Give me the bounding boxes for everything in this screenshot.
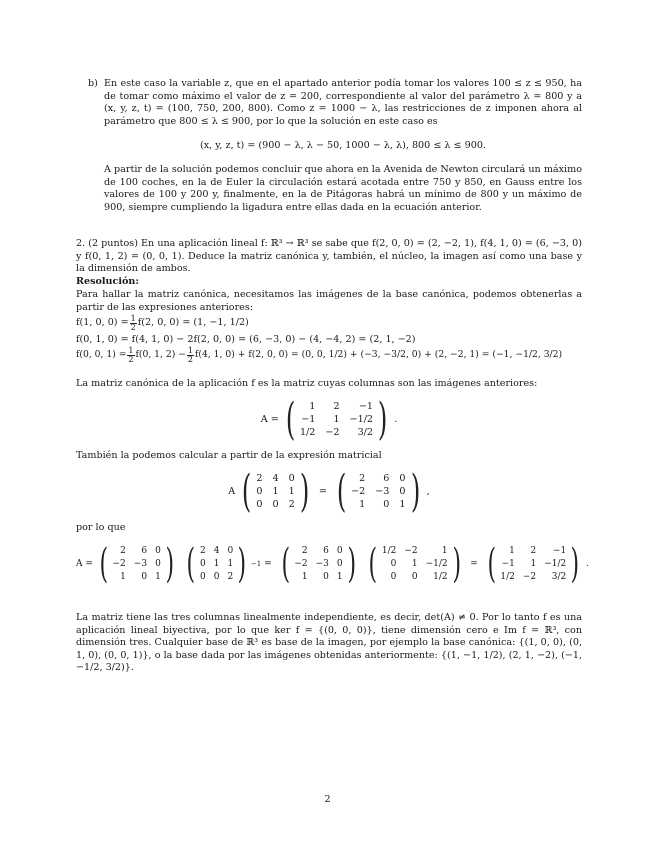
resolution-intro: Para hallar la matriz canónica, necesitamos las imágenes de la base canónica, podemos obtenerlas a partir de las expresiones anteriores: <box>76 289 582 313</box>
matrix-inverse-values: ( 1/2 −2 1 0 1 −1/2 0 0 1/2 ) <box>368 541 461 587</box>
canonical-matrix-text: La matriz canónica de la aplicación f es la matriz cuyas columnas son las imágenes anteriores: <box>76 378 538 389</box>
canonical-matrix-equation: A = ( 1 2 −1 −1 1 −1/2 1/2 −2 3/2 ) . <box>260 394 398 445</box>
equation-f001 <box>76 346 582 364</box>
problem-2-statement: 2. (2 puntos) En una aplicación lineal f: ℝ³ → ℝ³ se sabe que f(2, 0, 0) = (2, −2, 1), f(4, 1, 0) = (6, −3, 0) y f(0, 1, 2) = (0, 0, 1). Deduce la matriz canónica y, también, el núcleo, la imagen así como una base y la dimensión de ambos. <box>76 238 582 275</box>
por-lo-que-text: por lo que <box>76 522 126 533</box>
resolution-label: Resolución: <box>76 276 139 287</box>
eq3-part-a: f(0, 0, 1) = <box>76 348 127 360</box>
equation-f010: f(0, 1, 0) = f(4, 1, 0) − 2f(2, 0, 0) = (6, −3, 0) − (4, −4, 2) = (2, 1, −2) <box>76 334 416 345</box>
fraction-half: $\frac{1}{2}$ <box>187 345 193 364</box>
fraction-half: $\frac{1}{2}$ <box>128 345 134 364</box>
matrix-output-images: ( 2 6 0 −2 −3 0 1 0 1 ) <box>336 466 420 517</box>
equation-f100 <box>76 314 582 332</box>
matrix-product-equation: A = ( 2 6 0 −2 −3 0 1 0 1 ) ( 2 4 0 0 1 1 0 0 2 ) −1 = ( 2 6 0 −2 −3 0 1 0 1 ) ( 1/2 −2 1 0 1 −1/2 0 0 1/2 ) = ( 1 2 −1 −1 1 −1/2 1/2 −2 3/2 ) . <box>76 541 589 587</box>
page-number: 2 <box>324 794 331 805</box>
matrix-output-images-2: ( 2 6 0 −2 −3 0 1 0 1 ) <box>99 541 174 587</box>
matrix-expression: A ( 2 4 0 0 1 1 0 0 2 ) = ( 2 6 0 −2 −3 0 1 0 1 ) , <box>228 466 430 517</box>
matrix-input-basis-inverse: ( 2 4 0 0 1 1 0 0 2 ) <box>186 541 247 587</box>
matrix-a-cells: 1 2 −1 −1 1 −1/2 1/2 −2 3/2 <box>299 401 374 438</box>
fraction-half: $\frac{1}{2}$ <box>130 313 136 332</box>
matrix-a-symbol: A <box>228 485 236 497</box>
matrix-a-result: ( 1 2 −1 −1 1 −1/2 1/2 −2 3/2 ) <box>487 541 580 587</box>
part-b-paragraph-1: En este caso la variable z, que en el apartado anterior podía tomar los valores 100 ≤ z ≤ 950, ha de tomar como máximo el valor de z = 200, correspondiente al valor del parámetro λ = 800 y a (x, y, z, t) = (100, 750, 200, 800). Como z = 1000 − λ, las restricciones de z imponen ahora al parámetro que 800 ≤ λ ≤ 900, por lo que la solución en este caso es <box>104 78 582 127</box>
eq3-part-c: f(4, 1, 0) + f(2, 0, 0) = (0, 0, 1/2) + (−3, −3/2, 0) + (2, −2, 1) = (−1, −1/2, 3/2) <box>195 348 563 360</box>
inverse-exponent: −1 <box>250 559 262 568</box>
matrix-expression-text: También la podemos calcular a partir de la expresión matricial <box>76 450 382 461</box>
eq3-part-b: f(0, 1, 2) − <box>135 348 186 360</box>
part-b-marker: b) <box>88 78 98 89</box>
conclusion-paragraph: La matriz tiene las tres columnas linealmente independiente, es decir, det(A) ≠ 0. Por lo tanto f es una aplicación lineal biyectiva, por lo que ker f = {(0, 0, 0)}, tiene dimensión cero e Im f = ℝ³, con dimensión tres. Cualquier base de ℝ³ es base de la imagen, por ejemplo la base canónica: {(1, 0, 0), (0, 1, 0), (0, 0, 1)}, o la base dada por las imágenes obtenidas anteriormente: {(1, −1, 1/2), (2, 1, −2), (−1, −1/2, 3/2)}. <box>76 612 582 674</box>
part-b-paragraph-2: A partir de la solución podemos concluir que ahora en la Avenida de Newton circulará un máximo de 100 coches, en la de Euler la circulación estará acotada entre 750 y 850, en Gauss entre los valores de 100 y 200 y, finalmente, en la de Pitágoras habrá un mínimo de 800 y un máximo de 900, siempre cumpliendo la ligadura entre ellas dada en la ecuación anterior. <box>104 164 582 213</box>
matrix-output-images-3: ( 2 6 0 −2 −3 0 1 0 1 ) <box>281 541 356 587</box>
eq1-lhs: f(1, 0, 0) = <box>76 316 129 328</box>
part-b-equation: (x, y, z, t) = (900 − λ, λ − 50, 1000 − λ, λ), 800 ≤ λ ≤ 900. <box>200 140 486 151</box>
matrix-input-basis: ( 2 4 0 0 1 1 0 0 2 ) <box>242 466 309 517</box>
matrix-a: ( 1 2 −1 −1 1 −1/2 1/2 −2 3/2 ) <box>285 394 388 445</box>
matrix-a-label: A = <box>260 413 279 425</box>
eq1-rhs: f(2, 0, 0) = (1, −1, 1/2) <box>137 316 249 328</box>
